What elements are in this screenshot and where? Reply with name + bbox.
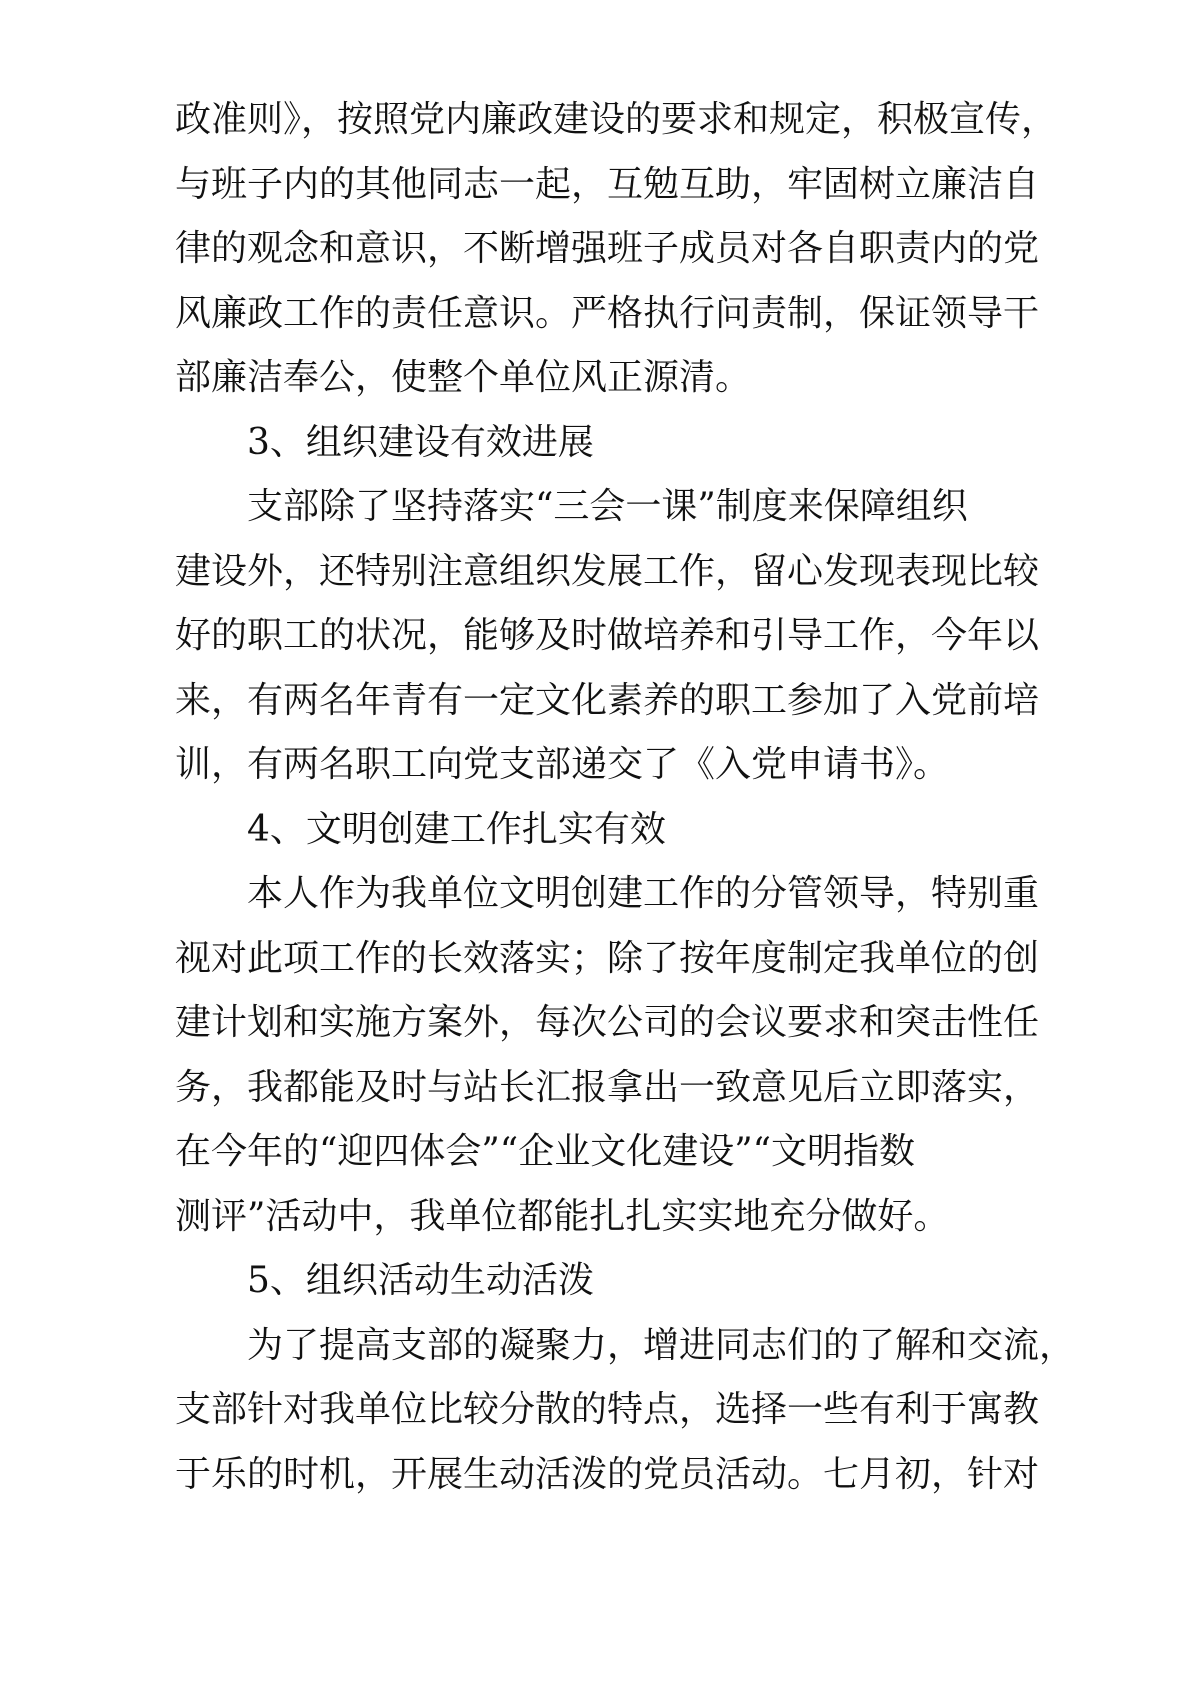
text-line: 与班子内的其他同志一起，互勉互助，牢固树立廉洁自 — [175, 163, 1040, 205]
section-heading: 4、文明创建工作扎实有效 — [247, 808, 666, 850]
document-body — [175, 88, 1076, 1507]
text-line: 测评”活动中，我单位都能扎扎实实地充分做好。 — [175, 1195, 950, 1237]
text-line: 政准则》，按照党内廉政建设的要求和规定，积极宣传， — [175, 99, 1058, 140]
text-line: 部廉洁奉公，使整个单位风正源清。 — [175, 357, 752, 398]
text-line: 支部针对我单位比较分散的特点，选择一些有利于寓教 — [175, 1389, 1040, 1430]
text-line: 律的观念和意识，不断增强班子成员对各自职责内的党 — [175, 228, 1040, 269]
text-line: 来，有两名年青有一定文化素养的职工参加了入党前培 — [175, 679, 1040, 721]
section-heading: 5、组织活动生动活泼 — [247, 1260, 594, 1301]
text-line: 建计划和实施方案外，每次公司的会议要求和突击性任 — [175, 1002, 1040, 1043]
text-line: 在今年的“迎四体会”“企业文化建设”“文明指数 — [175, 1131, 916, 1172]
text-line: 好的职工的状况，能够及时做培养和引导工作，今年以 — [175, 615, 1040, 656]
text-line: 务，我都能及时与站长汇报拿出一致意见后立即落实， — [175, 1066, 1040, 1108]
text-line: 建设外，还特别注意组织发展工作，留心发现表现比较 — [175, 550, 1040, 592]
paragraph-start-line: 本人作为我单位文明创建工作的分管领导，特别重 — [247, 873, 1040, 914]
text-line: 风廉政工作的责任意识。严格执行问责制，保证领导干 — [175, 292, 1040, 334]
section-heading: 3、组织建设有效进展 — [247, 421, 594, 463]
text-line: 视对此项工作的长效落实；除了按年度制定我单位的创 — [175, 937, 1040, 979]
paragraph-start-line: 支部除了坚持落实“三会一课”制度来保障组织 — [247, 486, 968, 527]
text-line: 于乐的时机，开展生动活泼的党员活动。七月初，针对 — [175, 1453, 1040, 1495]
text-line: 训，有两名职工向党支部递交了《入党申请书》。 — [175, 744, 950, 785]
paragraph-start-line: 为了提高支部的凝聚力，增进同志们的了解和交流， — [247, 1324, 1076, 1366]
